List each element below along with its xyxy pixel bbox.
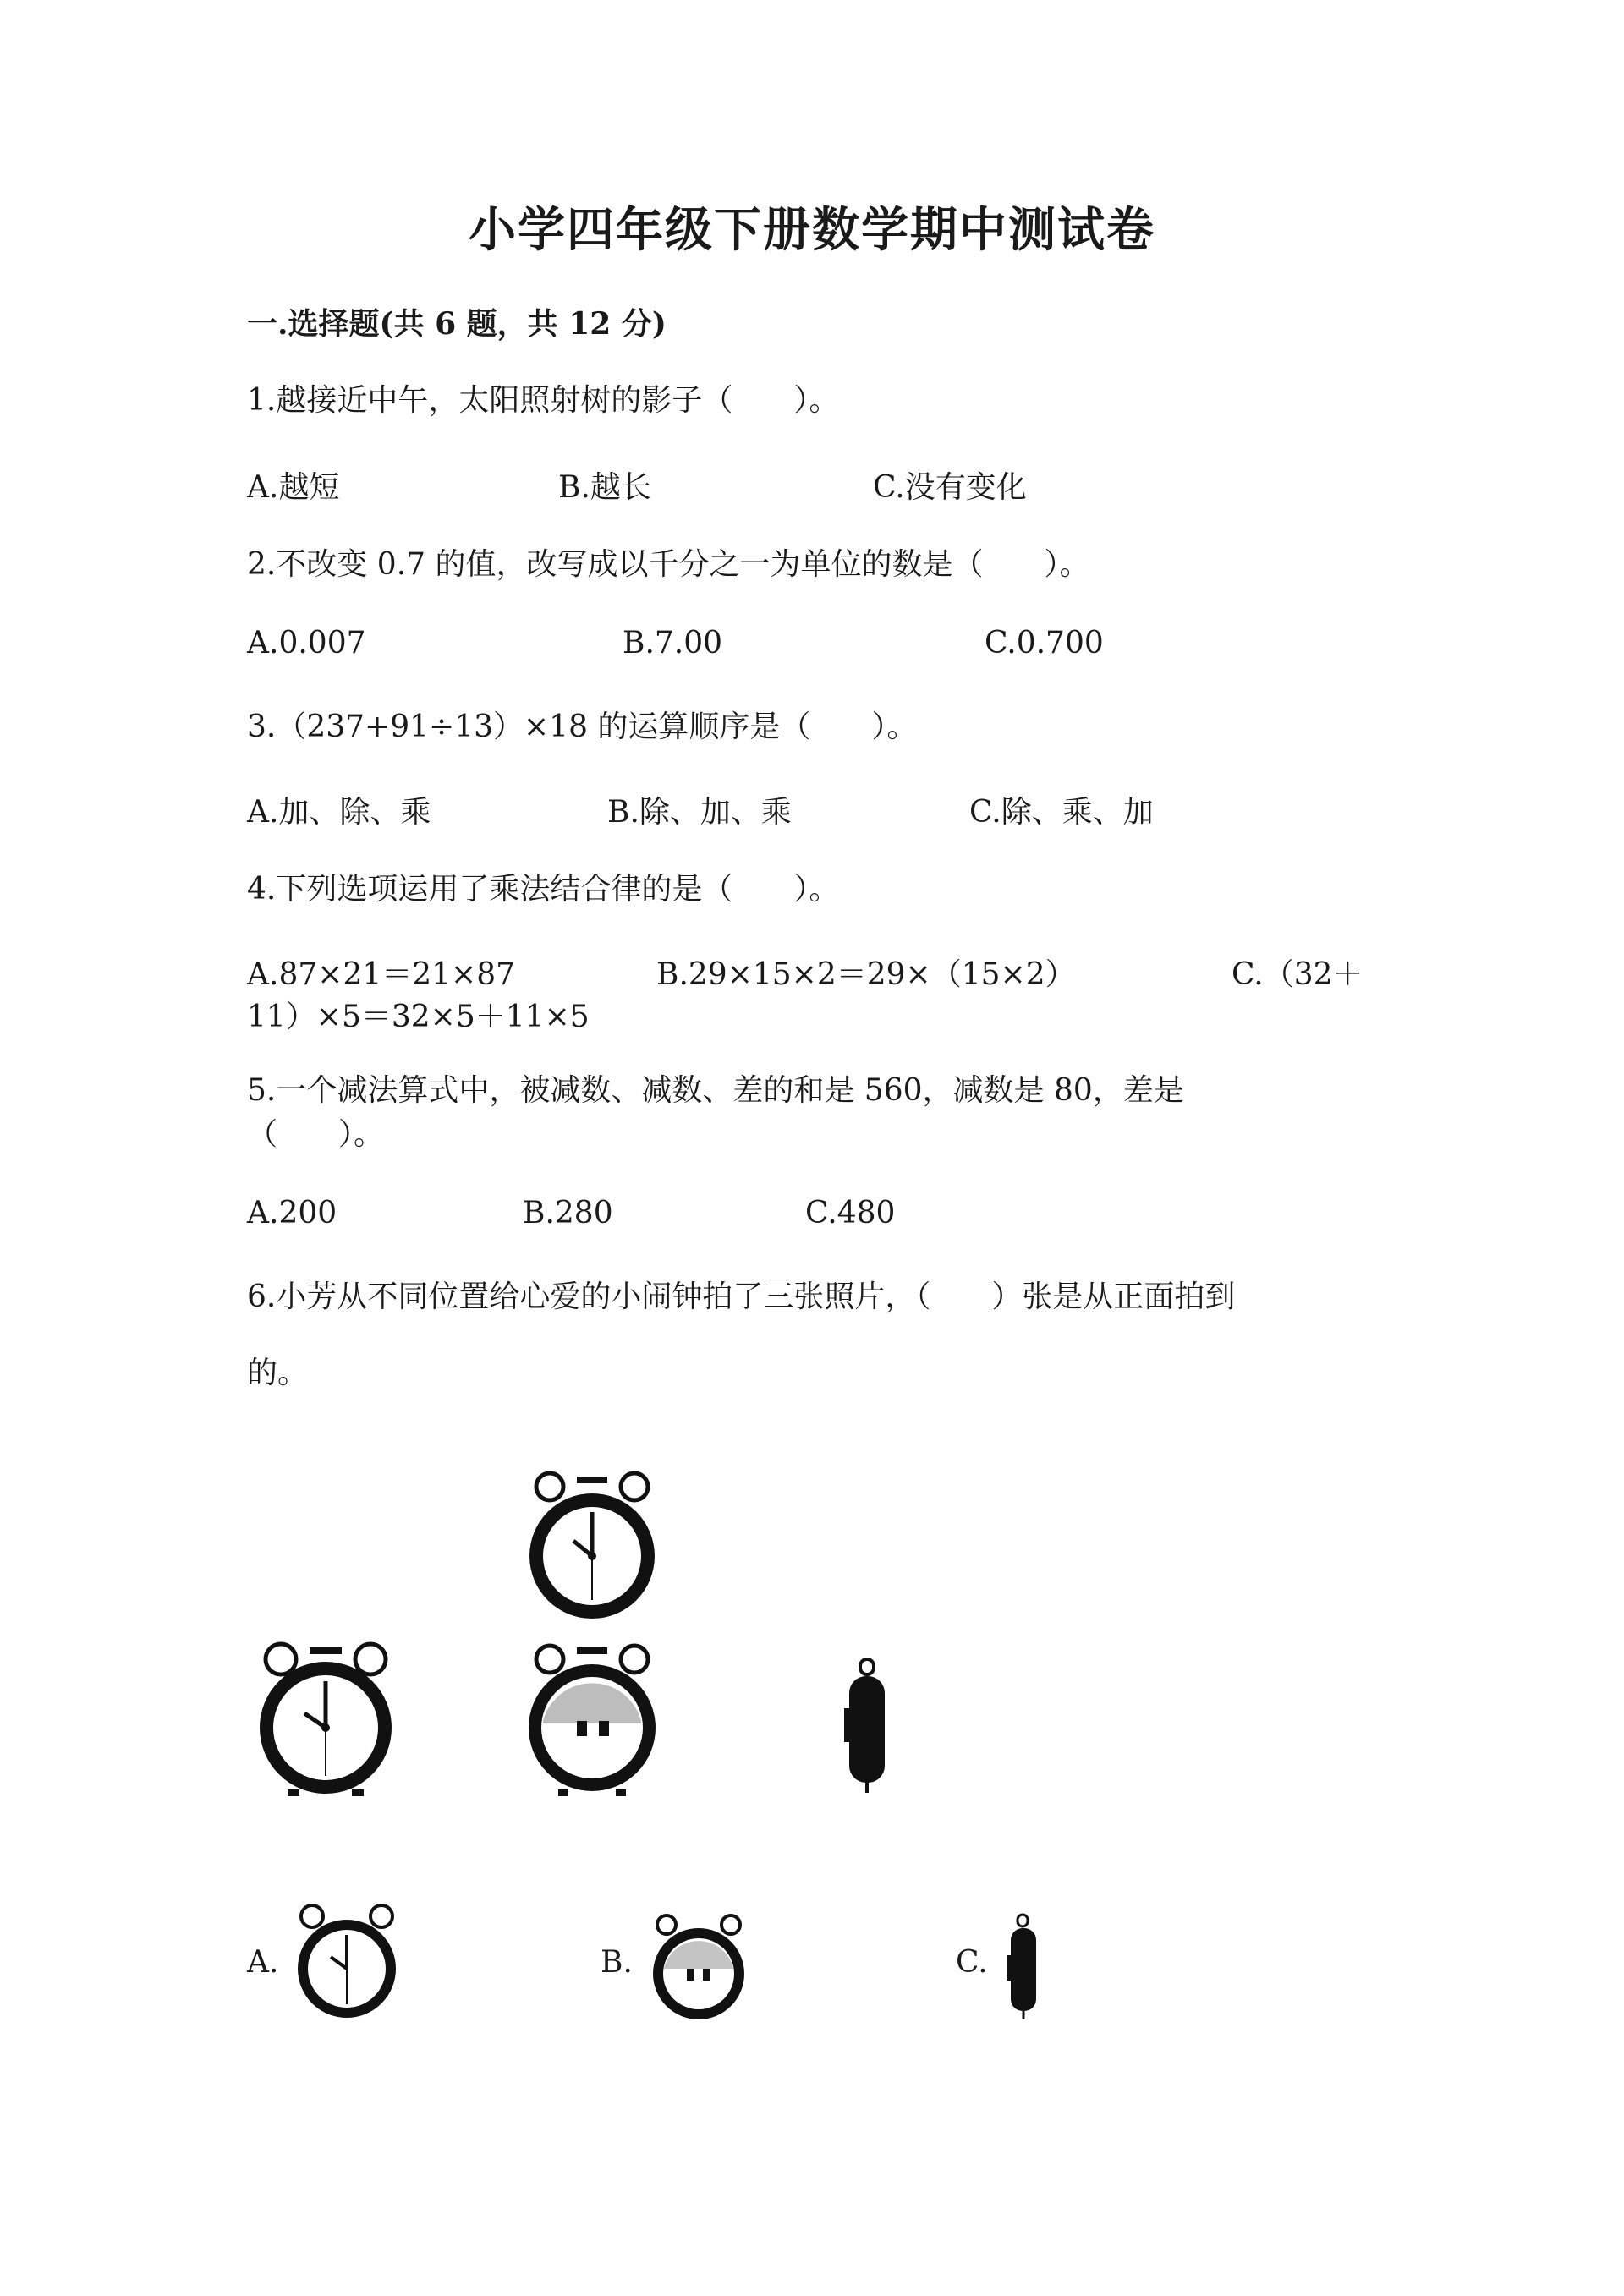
q4-option-c-continued: 11）×5＝32×5＋11×5 (247, 1000, 590, 1034)
q4-option-c[interactable]: C.（32＋ (1232, 957, 1363, 992)
q5-option-b[interactable]: B.280 (523, 1196, 613, 1230)
q1-option-a[interactable]: A.越短 (247, 470, 340, 505)
q3-option-b[interactable]: B.除、加、乘 (607, 795, 792, 830)
question-3: 3.（237+91÷13）×18 的运算顺序是（ ）。 (247, 710, 918, 744)
clock-photo-side-icon (837, 1658, 897, 1797)
q6-option-c-clock-icon[interactable] (1002, 1913, 1045, 2023)
clock-photo-top-icon (524, 1471, 660, 1624)
question-1: 1.越接近中午，太阳照射树的影子（ ）。 (247, 383, 840, 418)
page-title: 小学四年级下册数学期中测试卷 (469, 202, 1155, 258)
q6-option-a-label[interactable]: A. (247, 1945, 279, 1980)
q4-option-b[interactable]: B.29×15×2＝29×（15×2） (656, 957, 1076, 992)
q6-option-c-label[interactable]: C. (956, 1945, 988, 1980)
q1-option-b[interactable]: B.越长 (558, 470, 651, 505)
q6-option-b-label[interactable]: B. (601, 1945, 633, 1980)
clock-photo-front-icon (254, 1641, 398, 1797)
q5-option-a[interactable]: A.200 (247, 1196, 337, 1230)
question-2: 2.不改变 0.7 的值，改写成以千分之一为单位的数是（ ）。 (247, 547, 1090, 582)
q6-option-a-clock-icon[interactable] (292, 1903, 402, 2021)
question-5: 5.一个减法算式中，被减数、减数、差的和是 560，减数是 80，差是 (247, 1073, 1184, 1108)
question-6: 6.小芳从不同位置给心爱的小闹钟拍了三张照片，（ ）张是从正面拍到 (247, 1280, 1236, 1314)
section-heading: 一.选择题(共 6 题，共 12 分) (247, 306, 667, 342)
q2-option-a[interactable]: A.0.007 (247, 626, 366, 660)
q2-option-c[interactable]: C.0.700 (985, 626, 1104, 660)
q2-option-b[interactable]: B.7.00 (623, 626, 723, 660)
question-6-line-2: 的。 (247, 1356, 309, 1390)
question-5-line-2: （ ）。 (247, 1117, 385, 1152)
q3-option-a[interactable]: A.加、除、乘 (247, 795, 431, 830)
q4-option-a[interactable]: A.87×21＝21×87 (247, 957, 516, 992)
question-4: 4.下列选项运用了乘法结合律的是（ ）。 (247, 872, 840, 907)
q3-option-c[interactable]: C.除、乘、加 (969, 795, 1154, 830)
q1-option-c[interactable]: C.没有变化 (873, 470, 1027, 505)
clock-photo-back-icon (524, 1641, 660, 1797)
q5-option-c[interactable]: C.480 (805, 1196, 896, 1230)
q6-option-b-clock-icon[interactable] (648, 1913, 749, 2021)
